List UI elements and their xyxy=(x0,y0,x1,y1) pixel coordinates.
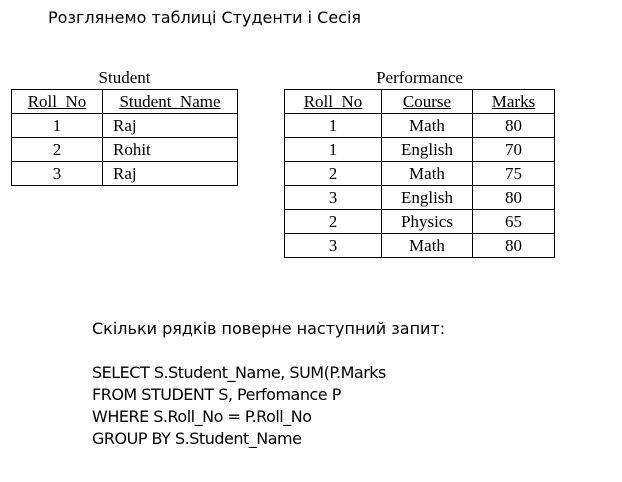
performance-table-block xyxy=(284,67,555,258)
column-header: Roll_No xyxy=(285,90,382,114)
slide-heading: Розглянемо таблиці Студенти і Сесія xyxy=(48,8,362,27)
student-table-title: Student xyxy=(98,68,151,87)
table-cell: 80 xyxy=(473,114,555,138)
performance-table xyxy=(284,89,555,258)
table-cell: 1 xyxy=(12,114,103,138)
performance-table-title: Performance xyxy=(376,68,463,87)
table-row xyxy=(285,138,555,162)
table-cell: 2 xyxy=(285,162,382,186)
table-cell: Rohit xyxy=(103,138,238,162)
table-cell: Physics xyxy=(382,210,473,234)
column-header: Student_Name xyxy=(103,90,238,114)
table-row xyxy=(12,162,238,186)
table-cell: 2 xyxy=(12,138,103,162)
table-cell: Math xyxy=(382,162,473,186)
table-cell: Math xyxy=(382,234,473,258)
student-table-block xyxy=(11,67,238,186)
table-cell: 2 xyxy=(285,210,382,234)
query-block xyxy=(92,318,445,450)
table-row xyxy=(285,210,555,234)
sql-line: SELECT S.Student_Name, SUM(P.Marks xyxy=(92,363,386,382)
table-row xyxy=(12,114,238,138)
sql-line: FROM STUDENT S, Perfomance P xyxy=(92,385,341,404)
table-cell: Math xyxy=(382,114,473,138)
table-row xyxy=(12,138,238,162)
table-cell: English xyxy=(382,138,473,162)
table-cell: 1 xyxy=(285,114,382,138)
column-header: Roll_No xyxy=(12,90,103,114)
table-cell: 3 xyxy=(285,234,382,258)
table-row xyxy=(285,186,555,210)
student-table xyxy=(11,89,238,186)
table-cell: 3 xyxy=(285,186,382,210)
table-cell: 75 xyxy=(473,162,555,186)
table-row xyxy=(285,162,555,186)
column-header: Course xyxy=(382,90,473,114)
table-cell: 80 xyxy=(473,186,555,210)
sql-line: WHERE S.Roll_No = P.Roll_No xyxy=(92,407,312,426)
table-cell: English xyxy=(382,186,473,210)
table-cell: 3 xyxy=(12,162,103,186)
table-row xyxy=(285,114,555,138)
table-header-row xyxy=(12,90,238,114)
sql-line: GROUP BY S.Student_Name xyxy=(92,429,302,448)
table-cell: 65 xyxy=(473,210,555,234)
table-row xyxy=(285,234,555,258)
table-cell: Raj xyxy=(103,114,238,138)
table-cell: Raj xyxy=(103,162,238,186)
table-cell: 1 xyxy=(285,138,382,162)
table-header-row xyxy=(285,90,555,114)
column-header: Marks xyxy=(473,90,555,114)
table-cell: 80 xyxy=(473,234,555,258)
table-cell: 70 xyxy=(473,138,555,162)
question-text: Скільки рядків поверне наступний запит: xyxy=(92,319,446,338)
